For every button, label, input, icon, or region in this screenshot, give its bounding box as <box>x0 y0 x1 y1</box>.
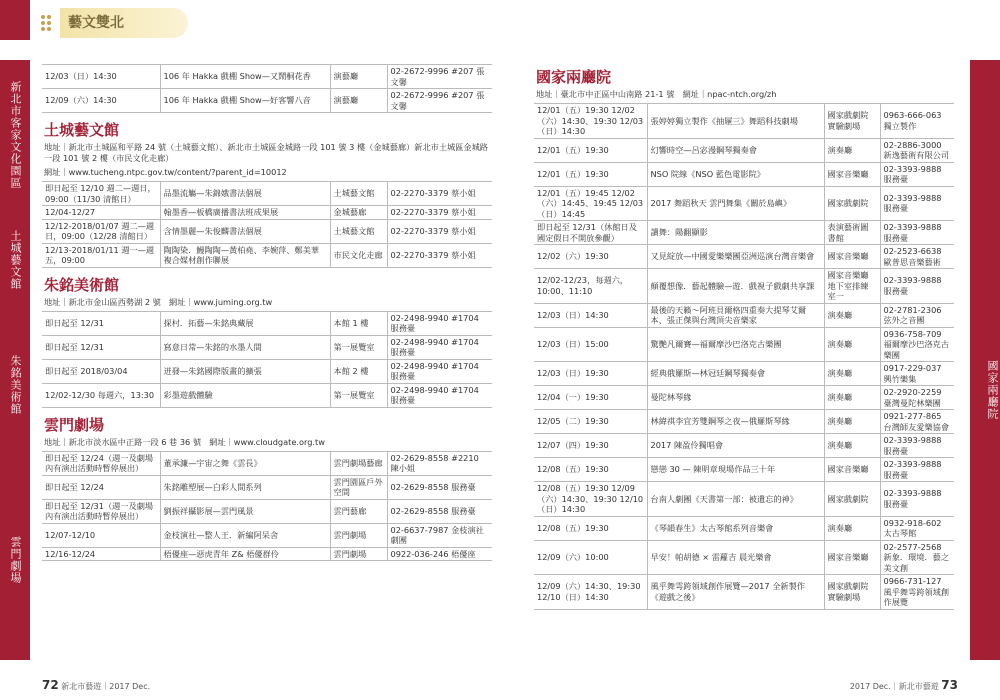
event-venue: 本館 1 樓 <box>330 311 387 335</box>
event-venue: 雲門劇場 <box>330 523 387 547</box>
event-contact: 0921-277-865 台灣師友愛樂協會 <box>880 410 954 434</box>
table-row <box>42 451 492 475</box>
event-date: 12/08（五）19:30 12/09（六）14:30、19:30 12/10（日）14:30 <box>534 482 647 517</box>
event-venue: 演奏廳 <box>824 434 880 458</box>
event-title: 風乎舞雩跨領域創作展覽—2017 全新製作《遊戲之後》 <box>647 575 824 610</box>
event-title: 2017 舞蹈秋天 雲門舞集《關於島嶼》 <box>647 186 824 221</box>
venue-address: 地址｜新北市金山區西勢湖 2 號 網址｜www.juming.org.tw <box>44 296 273 307</box>
footer-text: 新北市藝遊｜2017 Dec. <box>61 682 151 691</box>
table-row <box>534 434 954 458</box>
event-title: 2017 陳盈伶獨唱會 <box>647 434 824 458</box>
event-date: 12/04（一）19:30 <box>534 386 647 410</box>
table-row <box>534 245 954 269</box>
event-date: 12/04-12/27 <box>42 206 160 220</box>
event-date: 即日起至 12/31（週一及劇場內有演出活動時暫停展出） <box>42 499 160 523</box>
event-title: 陶陶染．鰻陶陶—黃柏堯、李婉萍、鄭美華複合媒材創作聯展 <box>160 243 330 267</box>
event-date: 12/07-12/10 <box>42 523 160 547</box>
table-row <box>534 269 954 304</box>
event-title: 106 年 Hakka 戲棚 Show—好客響八音 <box>160 89 330 113</box>
table-row <box>534 303 954 327</box>
venue-title: 國家兩廳院 <box>536 68 612 86</box>
event-title: 《琴韻春生》太古琴館系列音樂會 <box>647 516 824 540</box>
venue-website[interactable]: 網址｜www.tucheng.ntpc.gov.tw/content/?parent_id=10012 <box>44 167 287 177</box>
event-contact: 0966-731-127 風乎舞雩跨領域創作展覽 <box>880 575 954 610</box>
table-row <box>534 516 954 540</box>
event-title: 最後的天籟～阿班貝爾格四重奏大提琴艾爾本、張正傑與台灣頂尖音樂家 <box>647 303 824 327</box>
table-row <box>534 410 954 434</box>
event-date: 12/02（六）19:30 <box>534 245 647 269</box>
event-title: 張婷婷獨立製作《抽屜三》舞蹈科技劇場 <box>647 104 824 139</box>
event-title: 顛覆想像．藝起體驗—遊．戲視子戲劇共享課 <box>647 269 824 304</box>
event-title: 台南人劇團《天書第一部：被遺忘的神》 <box>647 482 824 517</box>
event-contact: 0917-229-037 興竹樂集 <box>880 362 954 386</box>
event-venue: 演奏廳 <box>824 327 880 362</box>
event-title: 朱銘雕塑展—白彩人間系列 <box>160 475 330 499</box>
event-date: 即日起至 12/24 <box>42 475 160 499</box>
event-venue: 第一展覽室 <box>330 335 387 359</box>
section-header: 藝文雙北 <box>60 8 188 38</box>
event-date: 即日起至 2018/03/04 <box>42 359 160 383</box>
event-title: 梧優座—惡虎青年 Z& 梧優群伶 <box>160 547 330 561</box>
venue-title: 雲門劇場 <box>44 415 105 434</box>
event-venue: 演奏廳 <box>824 410 880 434</box>
event-title: 讀舞：陽翻顯影 <box>647 221 824 245</box>
event-date: 12/01（五）19:30 <box>534 138 647 162</box>
event-venue: 國家戲劇院實驗劇場 <box>824 575 880 610</box>
dots-ornament <box>40 14 56 30</box>
event-date: 12/01（五）19:30 <box>534 162 647 186</box>
event-venue: 國家音樂廳 <box>824 245 880 269</box>
event-title: 董承濂—宇宙之舞《雲長》 <box>160 451 330 475</box>
event-contact: 02-2498-9940 #1704 服務臺 <box>387 359 492 383</box>
event-contact: 02-2781-2306 弦外之音團 <box>880 303 954 327</box>
event-date: 即日起至 12/31 <box>42 311 160 335</box>
table-row <box>42 65 492 89</box>
event-venue: 國家戲劇院 <box>824 482 880 517</box>
table-row <box>42 383 492 407</box>
table-row <box>42 243 492 267</box>
event-venue: 演奏廳 <box>824 138 880 162</box>
event-contact: 02-2672-9996 #207 張文馨 <box>387 65 492 89</box>
juming-table <box>42 311 492 408</box>
table-row <box>42 206 492 220</box>
event-contact: 0963-666-063 獨立製作 <box>880 104 954 139</box>
event-date: 12/07（四）19:30 <box>534 434 647 458</box>
event-contact: 02-2629-8558 服務臺 <box>387 475 492 499</box>
event-date: 12/09（六）10:00 <box>534 540 647 575</box>
event-date: 12/08（五）19:30 <box>534 516 647 540</box>
table-row <box>534 386 954 410</box>
left-page <box>42 64 492 561</box>
event-contact: 02-2577-2568 新象．環境．藝之美文創 <box>880 540 954 575</box>
event-title: 早安！帕胡德 × 雷蘿吉 晨光樂會 <box>647 540 824 575</box>
event-contact: 02-2498-9940 #1704 服務臺 <box>387 383 492 407</box>
left-sidebar <box>0 60 30 660</box>
sidebar-item-cloudgate[interactable]: 雲門劇場 <box>0 460 30 660</box>
event-venue: 國家音樂廳 <box>824 458 880 482</box>
event-title: 林緯祺李宜芳雙鋼琴之夜—俄羅斯琴緣 <box>647 410 824 434</box>
table-row <box>534 104 954 139</box>
event-venue: 演藝廳 <box>330 65 387 89</box>
event-contact: 02-3393-9888 服務臺 <box>880 434 954 458</box>
top-accent-strip <box>0 0 30 40</box>
event-contact: 02-2523-6638 歐普思音樂藝術 <box>880 245 954 269</box>
event-date: 12/02-12/23，每週六，10:00、11:10 <box>534 269 647 304</box>
table-row <box>534 327 954 362</box>
table-row <box>42 547 492 561</box>
event-contact: 0936-758-709 福爾摩沙巴洛克古樂團 <box>880 327 954 362</box>
table-row <box>534 221 954 245</box>
page-number: 72 <box>42 678 59 692</box>
table-row <box>534 186 954 221</box>
event-title: 探村．拓藝—朱銘典藏展 <box>160 311 330 335</box>
table-row <box>42 523 492 547</box>
table-row <box>534 162 954 186</box>
event-venue: 土城藝文館 <box>330 182 387 206</box>
event-venue: 市民文化走廊 <box>330 243 387 267</box>
event-title: 金枝演社—整人王．新編阿呆舍 <box>160 523 330 547</box>
event-title: 曼陀林琴緣 <box>647 386 824 410</box>
event-contact: 02-2886-3000 新逸藝術有限公司 <box>880 138 954 162</box>
footer-text: 2017 Dec.｜新北市藝遊 <box>849 682 939 691</box>
event-venue: 國家音樂廳 <box>824 162 880 186</box>
event-title: 品墨流觴—朱錦娥書法個展 <box>160 182 330 206</box>
event-venue: 國家音樂廳 <box>824 540 880 575</box>
venue-title: 朱銘美術館 <box>44 275 120 294</box>
right-page <box>534 64 954 610</box>
footer-left <box>42 678 150 692</box>
footer-right <box>850 678 958 692</box>
event-title: 又見綻放—中國愛樂樂團亞洲巡演台灣音樂會 <box>647 245 824 269</box>
table-row <box>534 362 954 386</box>
event-venue: 演奏廳 <box>824 362 880 386</box>
venue-address: 地址｜臺北市中正區中山南路 21-1 號 網址｜npac-ntch.org/zh <box>536 89 777 99</box>
event-date: 12/01（五）19:30 12/02（六）14:30、19:30 12/03（日）14:30 <box>534 104 647 139</box>
event-contact: 0932-918-602 太古琴館 <box>880 516 954 540</box>
event-contact: 02-2270-3379 蔡小姐 <box>387 219 492 243</box>
event-date: 12/03（日）14:30 <box>42 65 160 89</box>
event-date: 12/03（日）15:00 <box>534 327 647 362</box>
event-contact: 02-2672-9996 #207 張文馨 <box>387 89 492 113</box>
event-venue: 表演藝術圖書館 <box>824 221 880 245</box>
npac-table <box>534 103 954 610</box>
event-date: 12/09（六）14:30、19:30 12/10（日）14:30 <box>534 575 647 610</box>
event-contact: 0922-036-246 梧優座 <box>387 547 492 561</box>
table-row <box>42 475 492 499</box>
venue-title: 土城藝文館 <box>44 121 120 139</box>
event-date: 12/16-12/24 <box>42 547 160 561</box>
event-title: 106 年 Hakka 戲棚 Show—又鬧桐花香 <box>160 65 330 89</box>
table-row <box>42 219 492 243</box>
event-venue: 國家戲劇院實驗劇場 <box>824 104 880 139</box>
event-contact: 02-3393-9888 服務臺 <box>880 186 954 221</box>
event-venue: 演藝廳 <box>330 89 387 113</box>
sidebar-item-tucheng[interactable]: 土城藝文館 <box>0 210 30 311</box>
event-contact: 02-3393-9888 服務臺 <box>880 482 954 517</box>
event-contact: 02-3393-9888 服務臺 <box>880 458 954 482</box>
event-date: 12/13-2018/01/11 週一—週五，09:00 <box>42 243 160 267</box>
event-date: 即日起至 12/10 週二—週日，09:00（11/30 清館日） <box>42 182 160 206</box>
event-venue: 雲門劇場 <box>330 547 387 561</box>
event-date: 12/01（五）19:45 12/02（六）14:45、19:45 12/03（日）14:45 <box>534 186 647 221</box>
event-title: 幻響時空—呂宓漫鋼琴獨奏會 <box>647 138 824 162</box>
table-row <box>534 482 954 517</box>
event-date: 12/09（六）14:30 <box>42 89 160 113</box>
event-venue: 金城藝廊 <box>330 206 387 220</box>
event-contact: 02-2498-9940 #1704 服務臺 <box>387 335 492 359</box>
event-contact: 02-2270-3379 蔡小姐 <box>387 206 492 220</box>
table-row <box>534 138 954 162</box>
table-row <box>42 335 492 359</box>
cloudgate-table <box>42 451 492 562</box>
event-venue: 國家音樂廳地下室排練室一 <box>824 269 880 304</box>
event-title: 彩墨遊戲體驗 <box>160 383 330 407</box>
table-row <box>42 359 492 383</box>
event-date: 即日起至 12/24（週一及劇場內有演出活動時暫停展出） <box>42 451 160 475</box>
event-venue: 土城藝文館 <box>330 219 387 243</box>
event-title: NSO 院線《NSO 藍色電影院》 <box>647 162 824 186</box>
event-date: 12/12-2018/01/07 週二—週日，09:00（12/28 清館日） <box>42 219 160 243</box>
event-date: 12/02-12/30 每週六，13:30 <box>42 383 160 407</box>
page-number: 73 <box>941 678 958 692</box>
event-title: 寫意日常—朱銘的水墨人間 <box>160 335 330 359</box>
table-row <box>42 311 492 335</box>
event-date: 12/05（二）19:30 <box>534 410 647 434</box>
event-venue: 演奏廳 <box>824 303 880 327</box>
event-title: 劉振祥攝影展—雲門風景 <box>160 499 330 523</box>
event-venue: 第一展覽室 <box>330 383 387 407</box>
event-title: 迸發—朱銘國際版畫的擴張 <box>160 359 330 383</box>
sidebar-item-juming[interactable]: 朱銘美術館 <box>0 310 30 461</box>
event-contact: 02-6637-7987 金枝演社劇團 <box>387 523 492 547</box>
event-contact: 02-3393-9888 服務臺 <box>880 162 954 186</box>
event-venue: 演奏廳 <box>824 516 880 540</box>
event-title: 經典俄羅斯—林冠廷鋼琴獨奏會 <box>647 362 824 386</box>
event-contact: 02-2270-3379 蔡小姐 <box>387 182 492 206</box>
event-title: 含情墨麗—朱俊麟書法個展 <box>160 219 330 243</box>
table-row <box>534 458 954 482</box>
event-venue: 雲門劇場藝廊 <box>330 451 387 475</box>
event-date: 即日起至 12/31 <box>42 335 160 359</box>
table-row <box>42 182 492 206</box>
event-contact: 02-2629-8558 服務臺 <box>387 499 492 523</box>
event-venue: 本館 2 樓 <box>330 359 387 383</box>
event-venue: 雲門園區戶外空間 <box>330 475 387 499</box>
right-sidebar <box>970 60 1000 660</box>
tucheng-table <box>42 181 492 268</box>
event-title: 驚艷凡爾賽—福爾摩沙巴洛克古樂團 <box>647 327 824 362</box>
event-date: 12/08（五）19:30 <box>534 458 647 482</box>
event-contact: 02-2270-3379 蔡小姐 <box>387 243 492 267</box>
sidebar-item-npac[interactable]: 國家兩廳院 <box>986 360 999 420</box>
hakka-table <box>42 64 492 113</box>
event-contact: 02-3393-9888 服務臺 <box>880 269 954 304</box>
venue-address: 地址｜新北市淡水區中正路一段 6 巷 36 號 網址｜www.cloudgate.org.tw <box>44 436 325 447</box>
venue-address: 地址｜新北市土城區和平路 24 號（土城藝文館）、新北市土城區金城路一段 101 號 3 樓（金城藝廊）新北市土城區金城路一段 101 號 2 樓（市民文化走廊） <box>44 142 488 163</box>
table-row <box>42 89 492 113</box>
event-title: 戀戀 30 — 陳明章現場作品三十年 <box>647 458 824 482</box>
event-venue: 雲門藝廊 <box>330 499 387 523</box>
top-bar <box>0 0 1000 40</box>
event-contact: 02-2498-9940 #1704 服務臺 <box>387 311 492 335</box>
event-date: 12/03（日）14:30 <box>534 303 647 327</box>
table-row <box>42 499 492 523</box>
event-date: 即日起至 12/31（休館日及國定假日不開放參觀） <box>534 221 647 245</box>
event-contact: 02-2629-8558 #2210 陳小姐 <box>387 451 492 475</box>
event-date: 12/03（日）19:30 <box>534 362 647 386</box>
event-venue: 國家戲劇院 <box>824 186 880 221</box>
sidebar-item-hakka[interactable]: 新北市客家文化園區 <box>0 60 30 211</box>
event-venue: 演奏廳 <box>824 386 880 410</box>
event-contact: 02-2920-2259 臺灣曼陀林樂團 <box>880 386 954 410</box>
event-title: 翰墨香—板橋廣播書法班成果展 <box>160 206 330 220</box>
table-row <box>534 575 954 610</box>
table-row <box>534 540 954 575</box>
event-contact: 02-3393-9888 服務臺 <box>880 221 954 245</box>
